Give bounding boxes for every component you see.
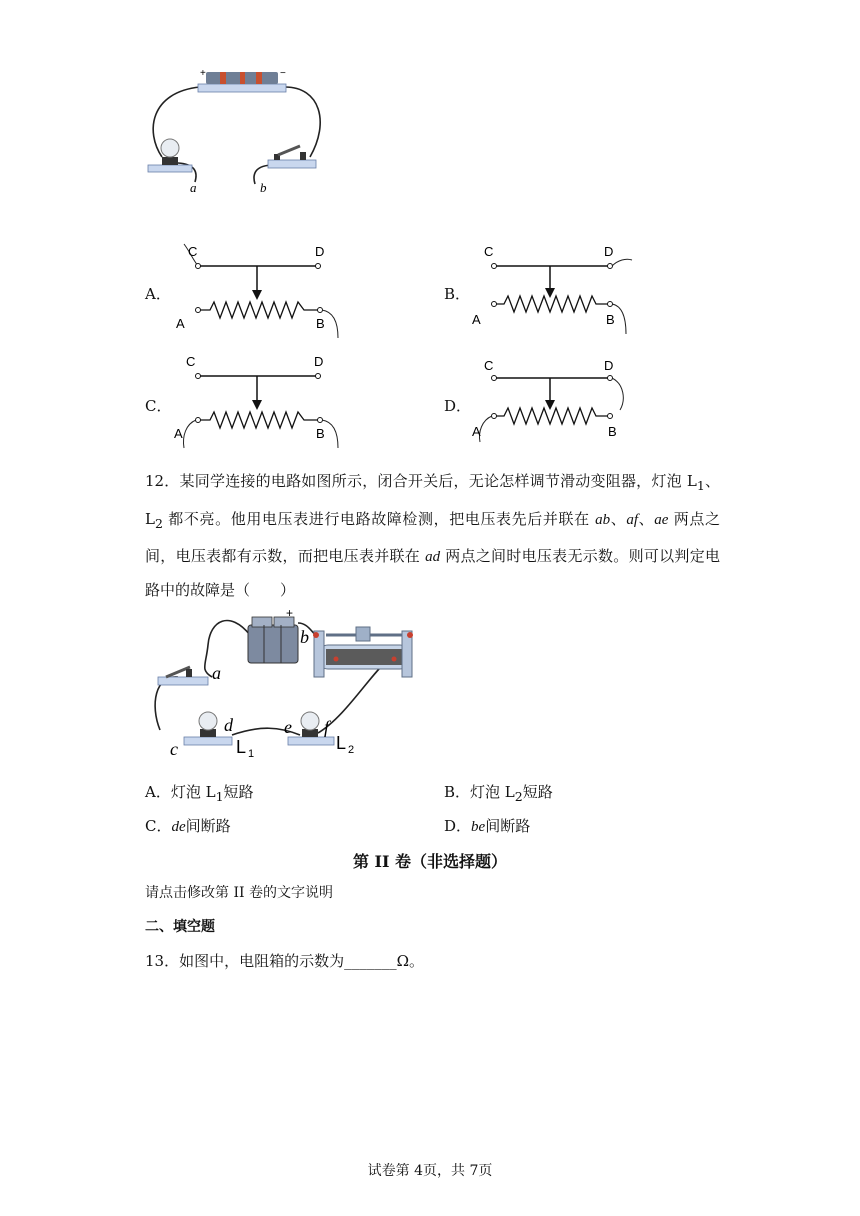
q12-sep-1: 、: [610, 509, 627, 528]
label-l1: L: [236, 737, 247, 757]
q11-option-c-diagram[interactable]: [170, 350, 350, 450]
q12-option-b-sub: 2: [514, 789, 523, 804]
label-l1-sub: 1: [248, 748, 255, 760]
label-a: a: [190, 180, 197, 195]
q13: [145, 951, 424, 971]
q11-option-c-letter[interactable]: C．: [145, 397, 172, 415]
q12-ab: ab: [595, 511, 611, 528]
circuit-figure-q12: [140, 605, 440, 765]
terminal-c: C: [188, 244, 198, 259]
circuit-figure-top: [140, 62, 340, 197]
q12-option-a[interactable]: [145, 782, 254, 807]
q12-option-a-sub: 1: [215, 789, 224, 804]
part2-title: 第 II 卷（非选择题）: [352, 852, 508, 871]
page-footer: 试卷第 4页，共 7页: [367, 1163, 493, 1179]
q12-text-5: 两点之间时电压表无示数。则可以判定电路中的故障是（ ）: [145, 547, 720, 599]
q11-option-a-letter[interactable]: A．: [145, 285, 171, 303]
q12-option-a-pre: 灯泡 L: [170, 783, 216, 801]
q12-option-b-letter: B．: [444, 783, 471, 801]
label-b: b: [300, 627, 309, 647]
q12-option-c[interactable]: [145, 816, 231, 837]
label-l2-sub: 2: [348, 744, 355, 756]
battery-plus-label: +: [200, 68, 206, 79]
label-b: b: [260, 180, 267, 195]
q13-number: 13．: [145, 952, 180, 970]
terminal-a: A: [174, 426, 183, 441]
q12-option-c-post: 间断路: [185, 817, 231, 835]
terminal-a: A: [472, 312, 481, 327]
part2-note[interactable]: 请点击修改第 II 卷的文字说明: [145, 885, 333, 901]
label-l2: L: [336, 733, 347, 753]
q12-option-a-post: 短路: [223, 783, 254, 801]
q12-ae: ae: [654, 511, 669, 528]
label-f: f: [324, 717, 330, 737]
q13-blank[interactable]: _______: [344, 952, 397, 970]
q11-option-d-diagram[interactable]: [468, 350, 648, 450]
q12-option-d-it: be: [471, 819, 486, 835]
terminal-d: D: [604, 244, 614, 259]
q11-option-b-letter[interactable]: B．: [444, 285, 471, 303]
q12-option-d[interactable]: [444, 816, 530, 837]
terminal-b: B: [608, 424, 617, 439]
battery-plus: +: [286, 606, 294, 620]
label-d: d: [224, 715, 233, 735]
q11-option-b-diagram[interactable]: [468, 240, 648, 340]
q12-option-b-post: 短路: [522, 783, 553, 801]
terminal-c: C: [484, 244, 494, 259]
q12-option-c-letter: C．: [145, 817, 172, 835]
battery-minus-label: −: [280, 68, 286, 79]
terminal-d: D: [314, 354, 324, 369]
terminal-a: A: [176, 316, 185, 331]
label-e: e: [284, 717, 292, 737]
terminal-d: D: [315, 244, 325, 259]
terminal-d: D: [604, 358, 614, 373]
q12-sep-2: 、: [637, 509, 655, 528]
q12-option-a-letter: A．: [145, 783, 171, 801]
q12-option-d-letter: D．: [444, 817, 472, 835]
q12-ad: ad: [425, 549, 441, 565]
q11-option-a-diagram[interactable]: [170, 240, 350, 340]
q12-number: 12．: [145, 472, 180, 490]
q11-option-d-letter[interactable]: D．: [444, 397, 472, 415]
terminal-b: B: [606, 312, 615, 327]
terminal-b: B: [316, 426, 325, 441]
q12-text-4: 两点之间，电压表都有示数，而把电压表并联在: [145, 509, 720, 565]
q12-af: af: [626, 511, 638, 528]
q12-sub-1: 1: [696, 478, 705, 493]
q12-sub-2: 2: [154, 515, 163, 531]
q12-option-c-it: de: [171, 819, 186, 835]
q12-text-2: 、L: [145, 472, 720, 528]
q12-option-d-post: 间断路: [485, 817, 531, 835]
q12-text-3: 都不亮。他用电压表进行电路故障检测，把电压表先后并联在: [162, 509, 596, 528]
terminal-a: A: [472, 424, 481, 439]
q12-option-b-pre: 灯泡 L: [470, 783, 515, 801]
q13-text: 如图中，电阻箱的示数为: [179, 952, 345, 970]
section-heading: 二、填空题: [145, 919, 215, 935]
terminal-b: B: [316, 316, 325, 331]
q12-text-1: 某同学连接的电路如图所示，闭合开关后，无论怎样调节滑动变阻器，灯泡 L: [179, 472, 697, 490]
terminal-c: C: [186, 354, 196, 369]
label-c: c: [170, 739, 178, 759]
label-a: a: [212, 663, 221, 683]
q12-stem: [145, 465, 720, 606]
q12-option-b[interactable]: [444, 782, 553, 807]
terminal-c: C: [484, 358, 494, 373]
q13-unit: Ω。: [396, 952, 425, 970]
